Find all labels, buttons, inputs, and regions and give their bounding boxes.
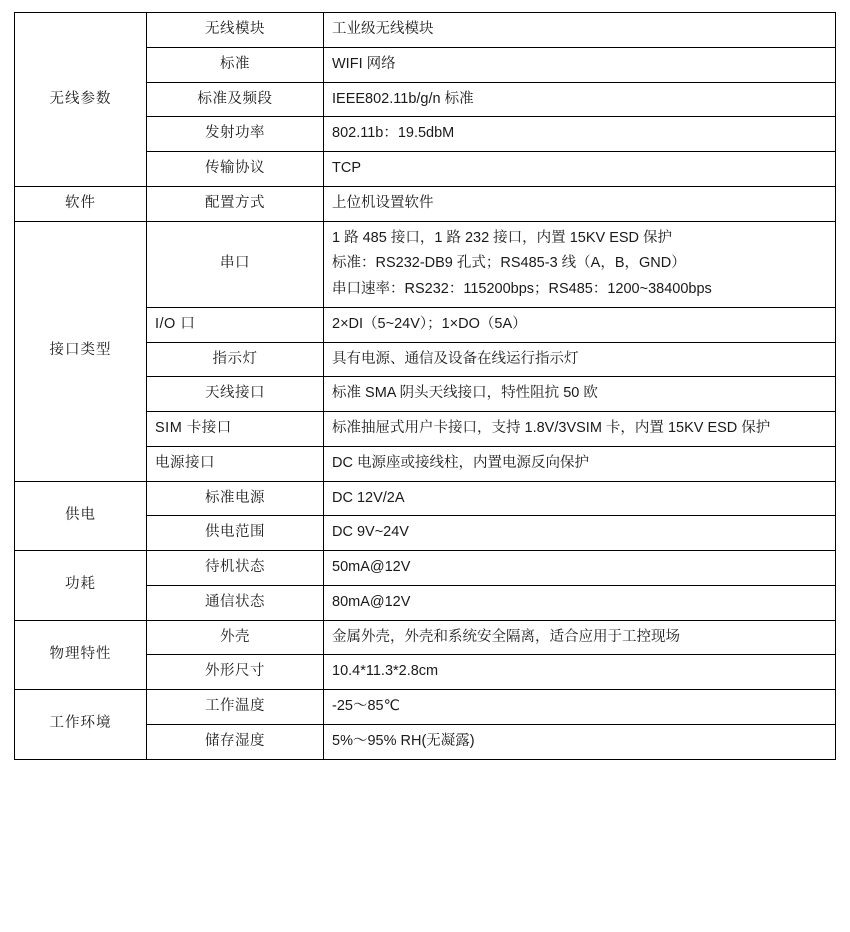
category-cell: 功耗 — [15, 551, 147, 621]
table-row — [15, 551, 836, 586]
value-cell — [324, 117, 836, 152]
value-line: DC 9V~24V — [332, 524, 409, 541]
value-line: 具有电源、通信及设备在线运行指示灯 — [332, 350, 579, 367]
value-line: TCP — [332, 160, 361, 176]
value-cell — [324, 446, 836, 481]
item-cell: 标准及频段 — [147, 82, 324, 117]
item-cell: 通信状态 — [147, 585, 324, 620]
category-cell: 接口类型 — [15, 221, 147, 481]
item-cell: 无线模块 — [147, 13, 324, 48]
value-line: WIFI 网络 — [332, 55, 396, 72]
item-cell: 标准电源 — [147, 481, 324, 516]
value-line: 标准：RS232-DB9 孔式；RS485-3 线（A，B，GND） — [332, 255, 686, 272]
table-row — [15, 13, 836, 48]
value-line: 802.11b：19.5dbM — [332, 125, 455, 142]
value-line: 上位机设置软件 — [332, 194, 434, 211]
item-cell: SIM 卡接口 — [147, 412, 324, 447]
specification-table — [14, 12, 836, 760]
value-cell — [324, 481, 836, 516]
value-line: IEEE802.11b/g/n 标准 — [332, 90, 474, 107]
value-line: 2×DI（5~24V）；1×DO（5A） — [332, 315, 527, 332]
item-cell: 工作温度 — [147, 690, 324, 725]
value-line: DC 12V/2A — [332, 489, 405, 506]
item-cell: 发射功率 — [147, 117, 324, 152]
value-cell — [324, 551, 836, 586]
value-line: 标准抽屉式用户卡接口，支持 1.8V/3VSIM 卡，内置 15KV ESD 保护 — [332, 420, 771, 436]
category-cell: 无线参数 — [15, 13, 147, 187]
value-cell — [324, 377, 836, 412]
item-cell: 指示灯 — [147, 342, 324, 377]
table-row — [15, 620, 836, 655]
value-cell — [324, 47, 836, 82]
category-cell: 工作环境 — [15, 690, 147, 760]
value-cell — [324, 690, 836, 725]
item-cell: 待机状态 — [147, 551, 324, 586]
value-line: DC 电源座或接线柱，内置电源反向保护 — [332, 454, 589, 471]
value-line: 80mA@12V — [332, 593, 411, 610]
value-cell — [324, 620, 836, 655]
item-cell: 储存湿度 — [147, 724, 324, 759]
item-cell: 电源接口 — [147, 446, 324, 481]
value-line: 标准 SMA 阴头天线接口，特性阻抗 50 欧 — [332, 385, 598, 402]
item-cell: 配置方式 — [147, 186, 324, 221]
item-cell: 供电范围 — [147, 516, 324, 551]
value-cell — [324, 655, 836, 690]
value-line: 10.4*11.3*2.8cm — [332, 663, 439, 680]
value-line: 1 路 485 接口，1 路 232 接口，内置 15KV ESD 保护 — [332, 229, 673, 246]
value-line: 串口速率：RS232：115200bps；RS485：1200~38400bps — [332, 281, 712, 297]
table-row — [15, 221, 836, 307]
value-cell — [324, 13, 836, 48]
value-line: 金属外壳，外壳和系统安全隔离，适合应用于工控现场 — [332, 628, 680, 645]
table-row — [15, 481, 836, 516]
item-cell: 标准 — [147, 47, 324, 82]
value-cell — [324, 342, 836, 377]
item-cell: 天线接口 — [147, 377, 324, 412]
value-cell — [324, 186, 836, 221]
value-line: 50mA@12V — [332, 559, 411, 575]
value-line: 工业级无线模块 — [332, 21, 434, 37]
value-cell — [324, 724, 836, 759]
value-cell — [324, 221, 836, 307]
category-cell: 物理特性 — [15, 620, 147, 690]
value-cell — [324, 307, 836, 342]
value-cell — [324, 412, 836, 447]
category-cell: 软件 — [15, 186, 147, 221]
table-row — [15, 690, 836, 725]
item-cell: 外形尺寸 — [147, 655, 324, 690]
item-cell: 串口 — [147, 221, 324, 307]
value-cell — [324, 585, 836, 620]
item-cell: 传输协议 — [147, 152, 324, 187]
category-cell: 供电 — [15, 481, 147, 551]
item-cell: I/O 口 — [147, 307, 324, 342]
value-cell — [324, 516, 836, 551]
value-line: -25～85℃ — [332, 698, 400, 714]
value-cell — [324, 82, 836, 117]
specification-table-body — [15, 13, 836, 760]
item-cell: 外壳 — [147, 620, 324, 655]
value-cell — [324, 152, 836, 187]
table-row — [15, 186, 836, 221]
value-line: 5%～95% RH(无凝露) — [332, 732, 475, 749]
